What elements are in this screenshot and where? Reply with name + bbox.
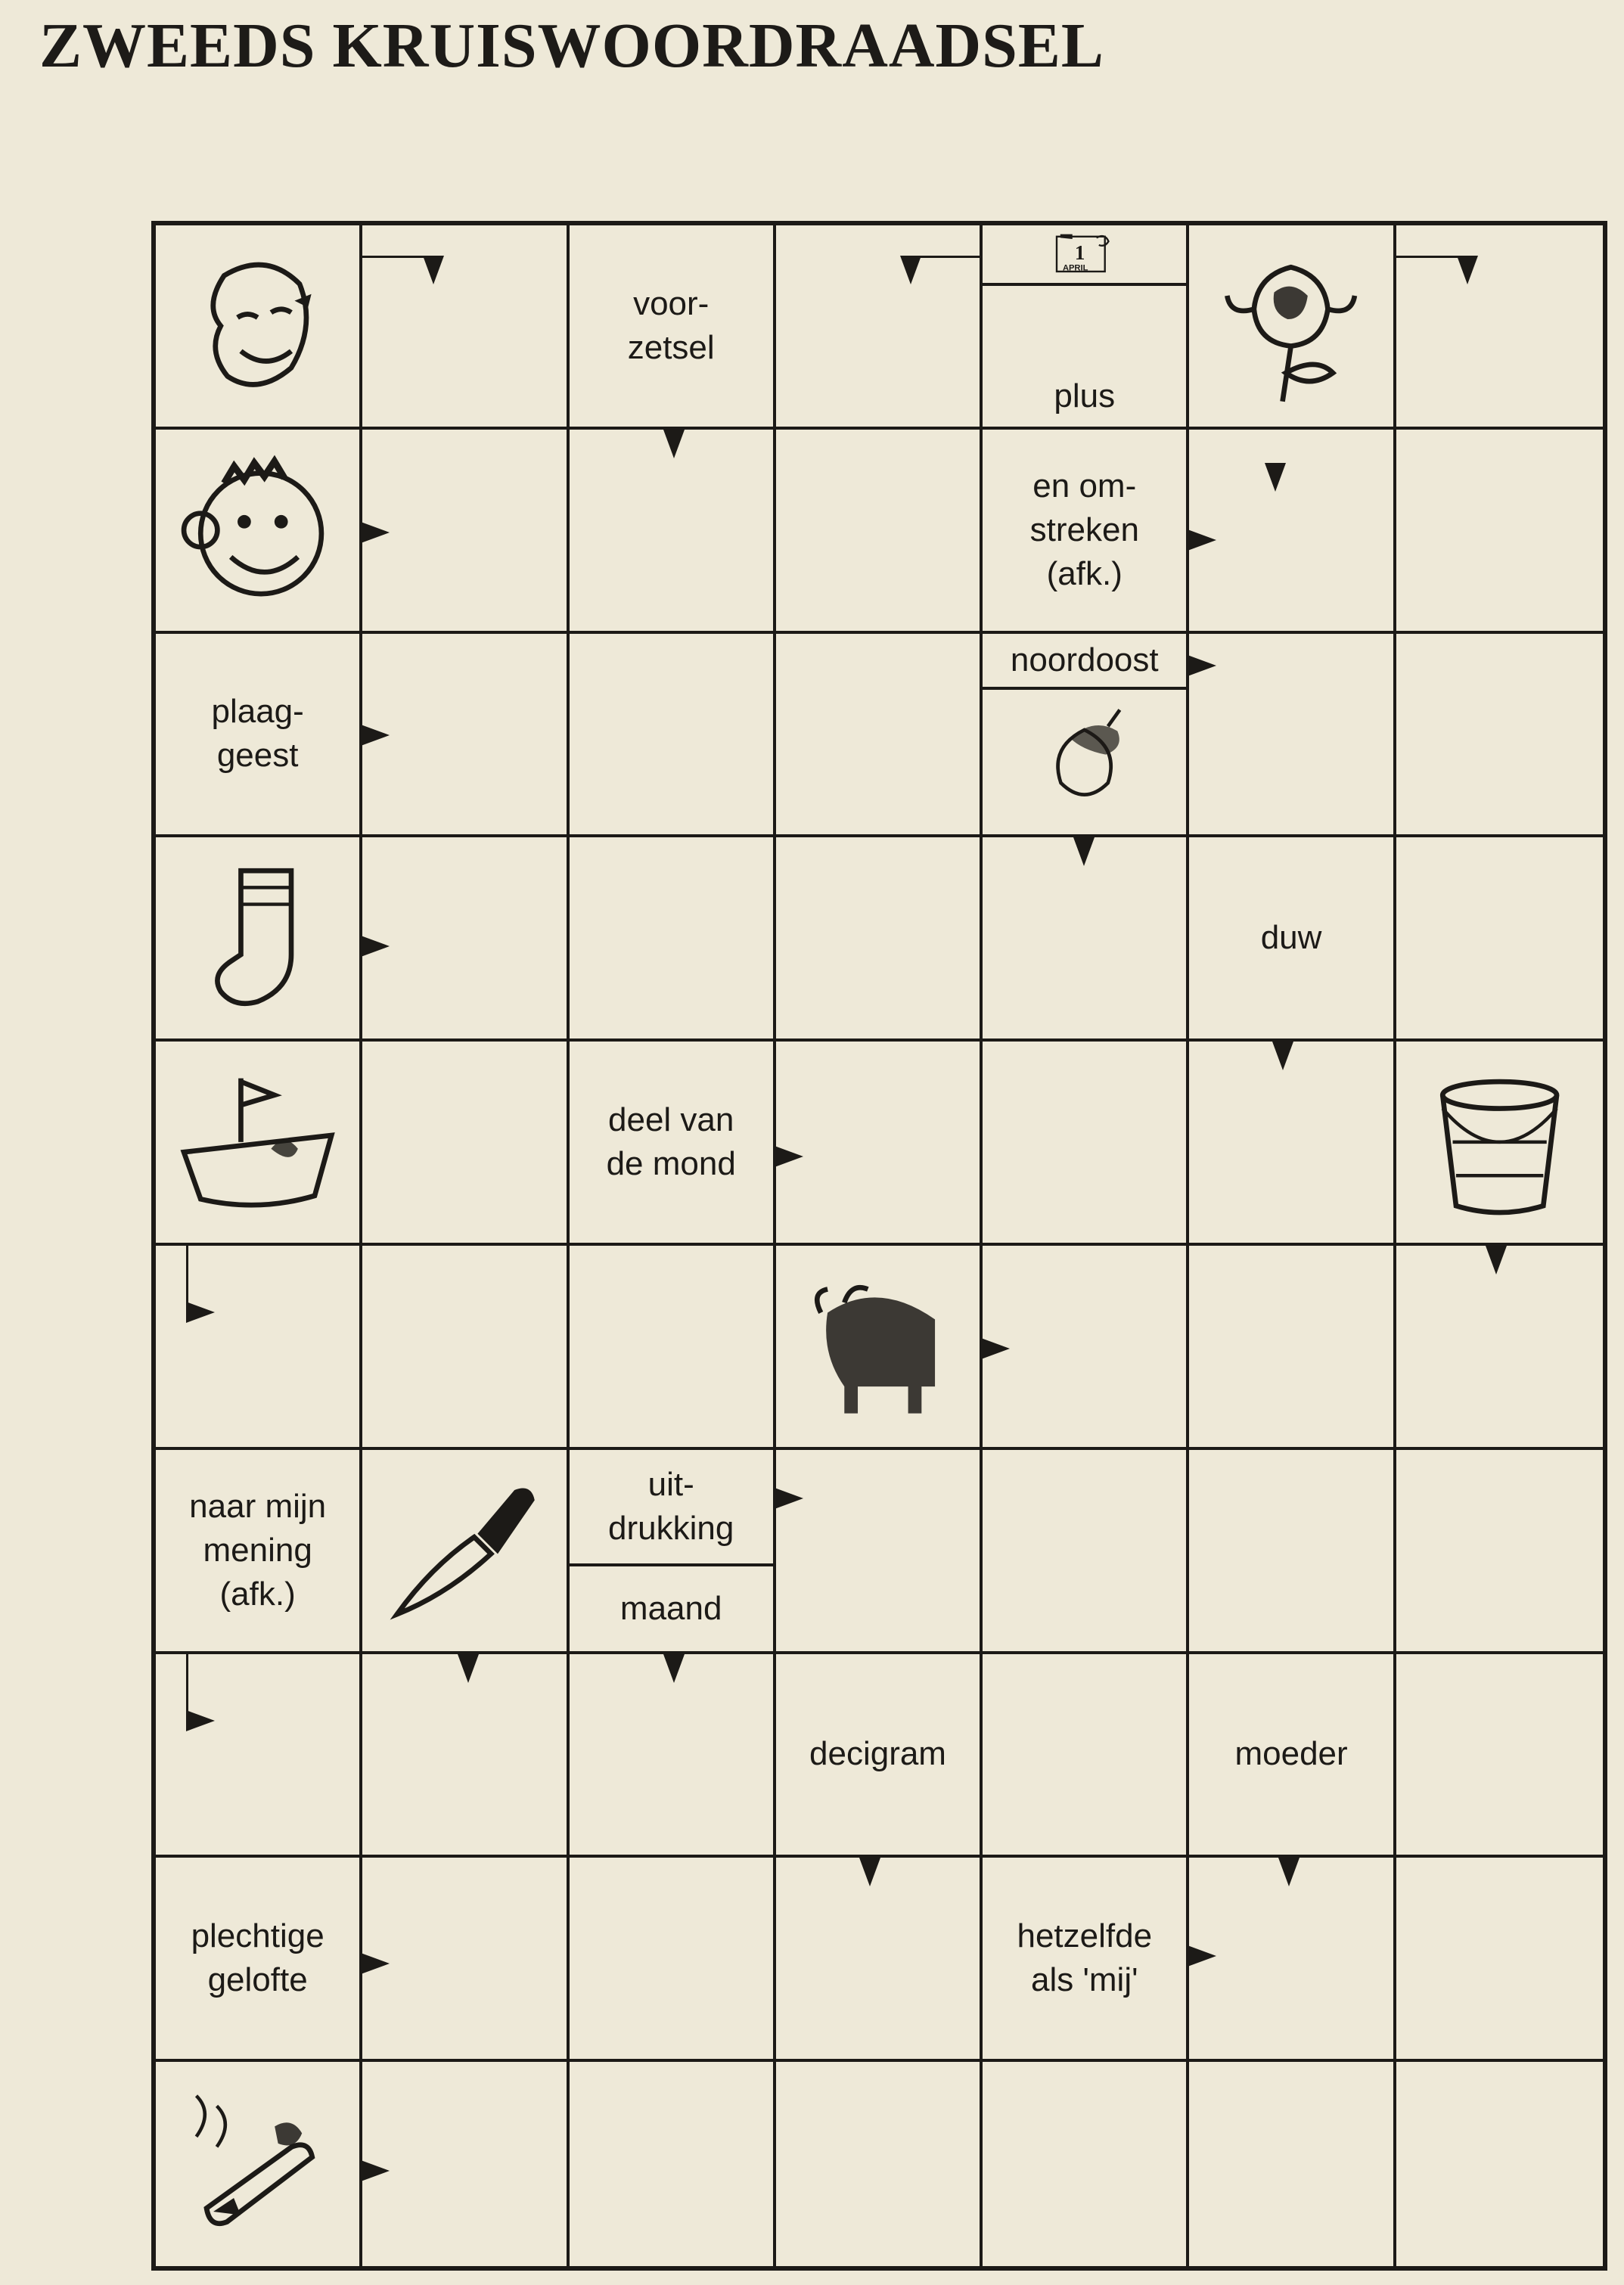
knife-icon	[379, 1467, 549, 1635]
answer-cell[interactable]	[776, 634, 983, 838]
down-arrow-icon	[1272, 1042, 1293, 1070]
answer-cell[interactable]	[1189, 1450, 1396, 1654]
sock-icon	[172, 854, 343, 1022]
down-arrow-icon	[1073, 837, 1095, 866]
clue-text-noordoost: noordoost	[983, 634, 1186, 690]
answer-cell[interactable]	[1396, 2062, 1603, 2266]
calendar-month-text: APRIL	[1063, 263, 1088, 273]
smiling-woman-face-icon	[172, 242, 343, 410]
answer-cell[interactable]	[362, 837, 569, 1042]
clue-text-maand: maand	[619, 1589, 722, 1627]
answer-cell[interactable]	[1396, 1858, 1603, 2062]
answer-cell[interactable]	[570, 1246, 776, 1450]
clue-cell-plaaggeest	[156, 634, 362, 838]
down-arrow-icon	[423, 256, 444, 284]
calendar-day-number: 1	[1075, 241, 1085, 265]
picture-cell-monkey	[156, 430, 362, 634]
picture-cell-boat	[156, 1042, 362, 1246]
split-clue-cell-noordoost-acorn	[983, 634, 1189, 838]
clue-text: en om- streken (afk.)	[1029, 467, 1139, 592]
clue-cell-voorzetsel	[570, 225, 776, 430]
answer-cell[interactable]	[983, 1450, 1189, 1654]
picture-cell-sock	[156, 837, 362, 1042]
answer-cell[interactable]	[362, 430, 569, 634]
clue-cell-naar-mijn-mening	[156, 1450, 362, 1654]
answer-cell[interactable]	[776, 1042, 983, 1246]
answer-cell[interactable]	[983, 837, 1189, 1042]
answer-cell[interactable]	[156, 1246, 362, 1450]
answer-cell[interactable]	[570, 1858, 776, 2062]
clue-text: deel van de mond	[606, 1101, 736, 1183]
clue-text: plaag- geest	[211, 693, 304, 775]
clue-cell-duw	[1189, 837, 1396, 1042]
clue-text-plus: plus	[1054, 377, 1116, 414]
cigar-icon	[172, 2079, 343, 2249]
answer-cell[interactable]	[1396, 430, 1603, 634]
answer-cell[interactable]	[362, 1654, 569, 1858]
monkey-face-icon	[172, 446, 343, 614]
clue-text-uitdrukking: uit- drukking	[570, 1450, 773, 1566]
clue-connector	[1396, 256, 1466, 258]
clue-connector	[362, 256, 432, 258]
clue-cell-en-omstreken	[983, 430, 1189, 634]
right-arrow-icon	[186, 1302, 215, 1323]
answer-cell[interactable]	[362, 225, 569, 430]
answer-cell[interactable]	[156, 1654, 362, 1858]
clue-text: duw	[1260, 919, 1322, 957]
split-clue-cell-april-plus	[983, 225, 1189, 430]
answer-cell[interactable]	[983, 1246, 1189, 1450]
answer-cell[interactable]	[1396, 1450, 1603, 1654]
picture-cell-bucket	[1396, 1042, 1603, 1246]
answer-cell[interactable]	[570, 430, 776, 634]
down-arrow-icon	[663, 430, 685, 458]
answer-cell[interactable]	[983, 1042, 1189, 1246]
clue-text: moeder	[1234, 1735, 1348, 1773]
answer-cell[interactable]	[776, 1858, 983, 2062]
answer-cell[interactable]	[362, 1858, 569, 2062]
answer-cell[interactable]	[1189, 2062, 1396, 2266]
bucket-icon	[1413, 1058, 1586, 1226]
down-arrow-icon	[1278, 1858, 1300, 1886]
answer-cell[interactable]	[776, 225, 983, 430]
answer-cell[interactable]	[570, 634, 776, 838]
picture-cell-woman	[156, 225, 362, 430]
answer-cell[interactable]	[362, 2062, 569, 2266]
clue-text: voor- zetsel	[627, 284, 715, 366]
answer-cell[interactable]	[1396, 1246, 1603, 1450]
answer-cell[interactable]	[776, 2062, 983, 2266]
answer-cell[interactable]	[983, 2062, 1189, 2266]
bull-icon	[793, 1262, 963, 1430]
down-arrow-icon	[1486, 1246, 1507, 1274]
rose-icon	[1206, 242, 1376, 410]
answer-cell[interactable]	[1189, 430, 1396, 634]
answer-cell[interactable]	[362, 1042, 569, 1246]
split-clue-cell-uitdrukking-maand	[570, 1450, 776, 1654]
answer-cell[interactable]	[776, 837, 983, 1042]
picture-cell-rose	[1189, 225, 1396, 430]
answer-cell[interactable]	[570, 2062, 776, 2266]
clue-text: naar mijn mening (afk.)	[189, 1487, 327, 1613]
answer-cell[interactable]	[570, 837, 776, 1042]
picture-cell-cigar	[156, 2062, 362, 2266]
clue-text: hetzelfde als 'mij'	[1017, 1917, 1153, 1999]
down-arrow-icon	[859, 1858, 880, 1886]
clue-cell-hetzelfde-als-mij	[983, 1858, 1189, 2062]
crossword-grid	[151, 221, 1607, 2271]
answer-cell[interactable]	[1396, 1654, 1603, 1858]
answer-cell[interactable]	[1189, 634, 1396, 838]
answer-cell[interactable]	[1189, 1246, 1396, 1450]
clue-text: plechtige gelofte	[191, 1917, 324, 1999]
answer-cell[interactable]	[1189, 1042, 1396, 1246]
picture-cell-bull	[776, 1246, 983, 1450]
down-arrow-icon	[663, 1654, 685, 1683]
answer-cell[interactable]	[1396, 837, 1603, 1042]
answer-cell[interactable]	[1396, 225, 1603, 430]
answer-cell[interactable]	[1396, 634, 1603, 838]
answer-cell[interactable]	[362, 1246, 569, 1450]
clue-cell-deel-van-de-mond	[570, 1042, 776, 1246]
answer-cell[interactable]	[362, 634, 569, 838]
answer-cell[interactable]	[776, 1450, 983, 1654]
right-arrow-icon	[186, 1710, 215, 1731]
page-title: ZWEEDS KRUISWOORDRAADSEL	[39, 11, 1104, 81]
clue-text: decigram	[809, 1735, 946, 1773]
clue-cell-decigram	[776, 1654, 983, 1858]
down-arrow-icon	[900, 256, 921, 284]
boat-icon	[172, 1058, 343, 1226]
april-calendar-icon	[983, 225, 1186, 286]
answer-cell[interactable]	[776, 430, 983, 634]
picture-cell-knife	[362, 1450, 569, 1654]
answer-cell[interactable]	[1189, 1858, 1396, 2062]
answer-cell[interactable]	[570, 1654, 776, 1858]
down-arrow-icon	[1457, 256, 1478, 284]
down-arrow-icon	[458, 1654, 479, 1683]
down-arrow-icon	[1265, 463, 1286, 492]
clue-cell-moeder	[1189, 1654, 1396, 1858]
acorn-icon	[999, 700, 1169, 818]
clue-cell-plechtige-gelofte	[156, 1858, 362, 2062]
answer-cell[interactable]	[983, 1654, 1189, 1858]
